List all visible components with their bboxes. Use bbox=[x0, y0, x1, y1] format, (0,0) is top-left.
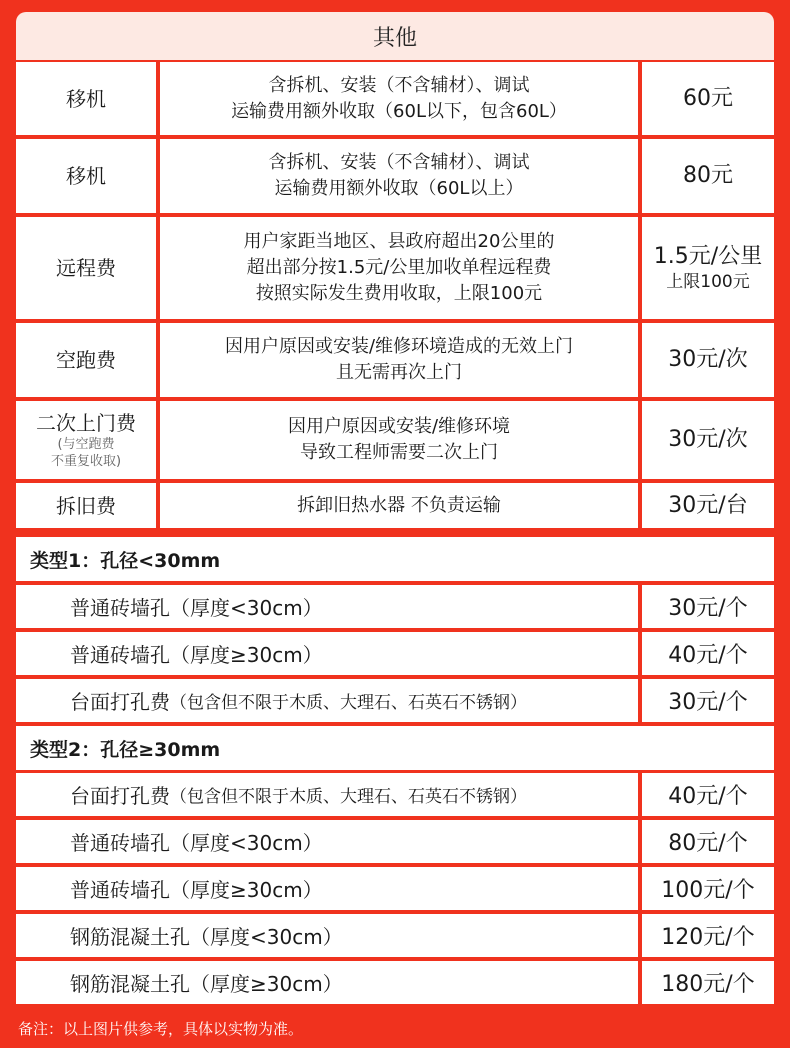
fee-table-other bbox=[16, 12, 774, 528]
fee-description bbox=[160, 323, 638, 397]
section-header: 其他 bbox=[16, 12, 774, 60]
fee-desc-line: 按照实际发生费用收取，上限100元 bbox=[255, 283, 543, 304]
fee-name-note: (与空跑费 bbox=[57, 437, 115, 452]
hole-item-name: 普通砖墙孔（厚度<30cm） bbox=[16, 820, 638, 863]
hole-item-name: 钢筋混凝土孔（厚度≥30cm） bbox=[16, 961, 638, 1004]
fee-desc-line: 拆卸旧热水器 不负责运输 bbox=[297, 494, 501, 516]
fee-price: 60元 bbox=[642, 62, 774, 135]
fee-name: 空跑费 bbox=[16, 323, 156, 397]
hole-item-name: 普通砖墙孔（厚度≥30cm） bbox=[16, 867, 638, 910]
fee-description bbox=[160, 401, 638, 479]
fee-description bbox=[160, 483, 638, 528]
hole-item-price: 40元/个 bbox=[642, 773, 774, 816]
fee-desc-line: 运输费用额外收取（60L以上） bbox=[274, 178, 524, 199]
hole-item-name: 普通砖墙孔（厚度<30cm） bbox=[16, 585, 638, 628]
type2-title: 类型2：孔径≥30mm bbox=[16, 726, 774, 770]
fee-desc-line: 运输费用额外收取（60L以下，包含60L） bbox=[231, 100, 567, 122]
hole-item-price: 80元/个 bbox=[642, 820, 774, 863]
fee-name: 移机 bbox=[16, 139, 156, 213]
hole-item-price: 100元/个 bbox=[642, 867, 774, 910]
fee-price: 30元/次 bbox=[642, 323, 774, 397]
fee-desc-line: 因用户原因或安装/维修环境造成的无效上门 bbox=[224, 336, 574, 357]
fee-price: 80元 bbox=[642, 139, 774, 213]
fee-name: 移机 bbox=[16, 62, 156, 135]
fee-description bbox=[160, 217, 638, 319]
hole-item-name: 钢筋混凝土孔（厚度<30cm） bbox=[16, 914, 638, 957]
type1-title: 类型1：孔径<30mm bbox=[16, 537, 774, 581]
fee-desc-line: 超出部分按1.5元/公里加收单程远程费 bbox=[246, 257, 552, 278]
hole-item-price: 40元/个 bbox=[642, 632, 774, 675]
hole-item-name bbox=[16, 773, 638, 816]
fee-description bbox=[160, 62, 638, 135]
footer-note: 备注：以上图片供参考，具体以实物为准。 bbox=[18, 1020, 304, 1038]
hole-item-label: 台面打孔费 bbox=[70, 784, 170, 808]
fee-price: 30元/次 bbox=[642, 401, 774, 479]
fee-description bbox=[160, 139, 638, 213]
fee-desc-line: 导致工程师需要二次上门 bbox=[300, 442, 498, 463]
hole-item-price: 180元/个 bbox=[642, 961, 774, 1004]
fee-price: 30元/台 bbox=[642, 483, 774, 528]
fee-name-text: 二次上门费 bbox=[36, 411, 136, 435]
fee-desc-line: 含拆机、安装（不含辅材）、调试 bbox=[268, 74, 530, 96]
hole-item-name: 普通砖墙孔（厚度≥30cm） bbox=[16, 632, 638, 675]
fee-name: 拆旧费 bbox=[16, 483, 156, 528]
hole-item-price: 120元/个 bbox=[642, 914, 774, 957]
hole-item-price: 30元/个 bbox=[642, 679, 774, 722]
hole-item-name bbox=[16, 679, 638, 722]
fee-desc-line: 因用户原因或安装/维修环境 bbox=[287, 416, 511, 437]
hole-item-detail: （包含但不限于木质、大理石、石英石不锈钢） bbox=[170, 693, 527, 713]
fee-price bbox=[642, 217, 774, 319]
fee-desc-line: 且无需再次上门 bbox=[336, 362, 462, 383]
fee-name: 远程费 bbox=[16, 217, 156, 319]
hole-item-label: 台面打孔费 bbox=[70, 690, 170, 714]
fee-desc-line: 用户家距当地区、县政府超出20公里的 bbox=[243, 231, 555, 252]
hole-item-price: 30元/个 bbox=[642, 585, 774, 628]
fee-desc-line: 含拆机、安装（不含辅材）、调试 bbox=[268, 152, 530, 173]
fee-name-note: 不重复收取) bbox=[50, 454, 122, 469]
fee-name bbox=[16, 401, 156, 479]
hole-item-detail: （包含但不限于木质、大理石、石英石不锈钢） bbox=[170, 787, 527, 807]
fee-price-main: 1.5元/公里 bbox=[653, 244, 763, 269]
fee-price-cap: 上限100元 bbox=[666, 272, 750, 292]
